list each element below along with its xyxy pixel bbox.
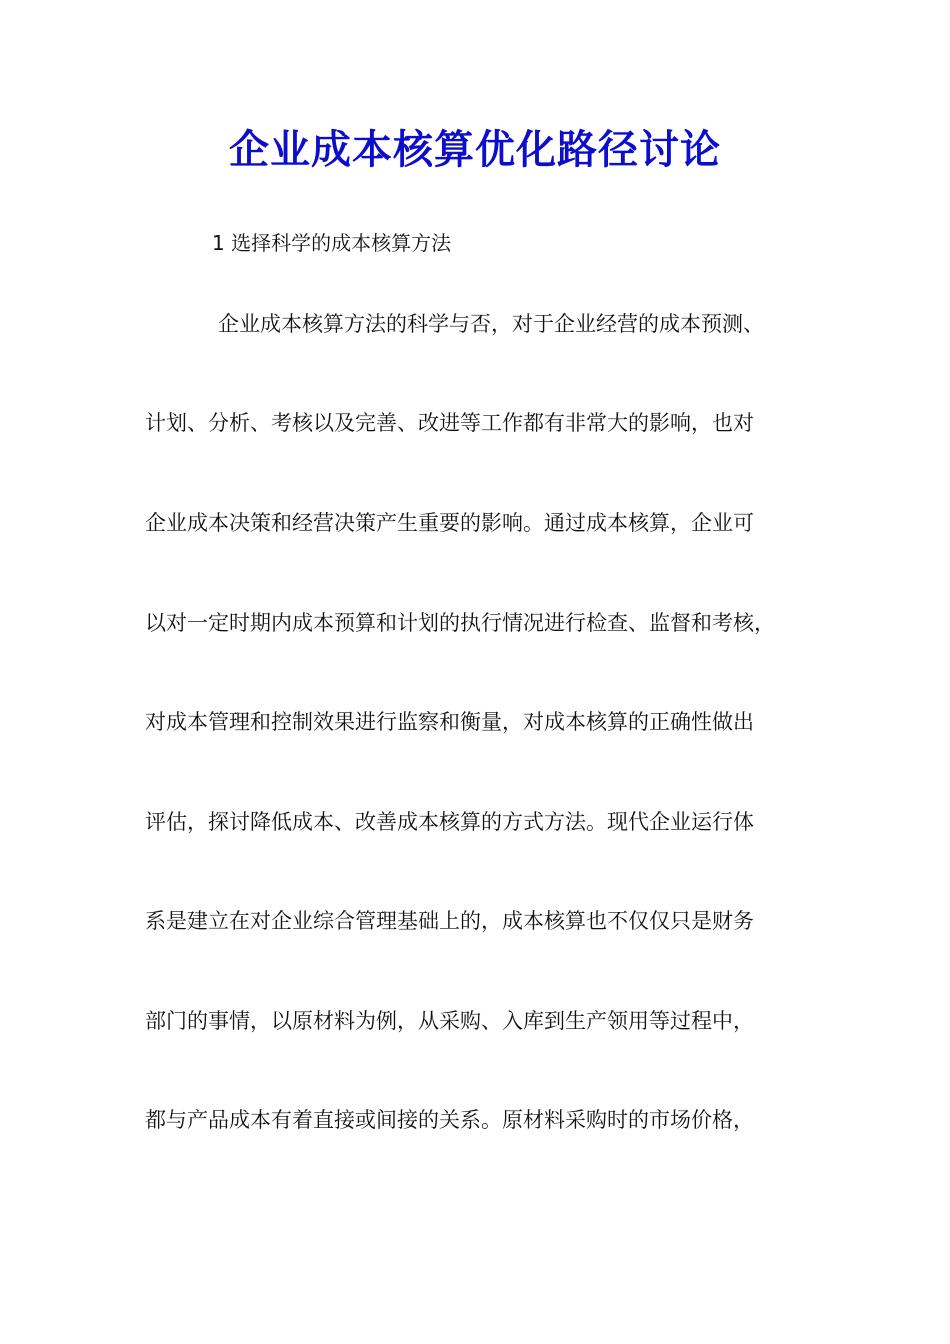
body-line: 企业成本决策和经营决策产生重要的影响。通过成本核算，企业可 [145, 511, 754, 535]
body-line: 评估，探讨降低成本、改善成本核算的方式方法。现代企业运行体 [145, 810, 754, 834]
body-line: 系是建立在对企业综合管理基础上的，成本核算也不仅仅只是财务 [145, 909, 754, 933]
document-title: 企业成本核算优化路径讨论 [229, 126, 721, 173]
body-line: 计划、分析、考核以及完善、改进等工作都有非常大的影响，也对 [145, 411, 754, 435]
body-line: 以对一定时期内成本预算和计划的执行情况进行检查、监督和考核， [145, 611, 775, 635]
body-line: 企业成本核算方法的科学与否，对于企业经营的成本预测、 [218, 312, 764, 336]
body-line: 部门的事情，以原材料为例，从采购、入库到生产领用等过程中， [145, 1009, 754, 1033]
body-line: 都与产品成本有着直接或间接的关系。原材料采购时的市场价格， [145, 1108, 754, 1132]
section-heading: 1 选择科学的成本核算方法 [212, 231, 452, 255]
body-line: 对成本管理和控制效果进行监察和衡量，对成本核算的正确性做出 [145, 710, 754, 734]
